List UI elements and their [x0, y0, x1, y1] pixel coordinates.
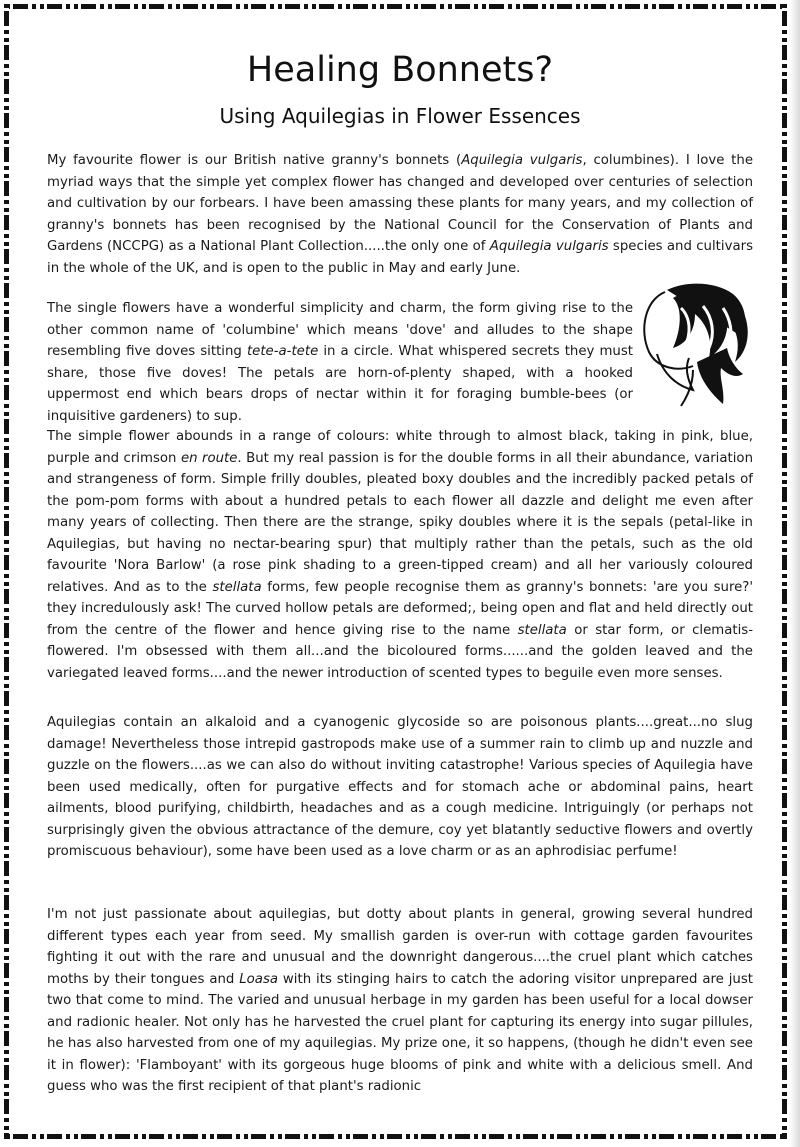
- text-run: My favourite flower is our British native granny's bonnets (: [47, 153, 462, 168]
- text-run: or star form, or clematis-flowered. I'm obsessed with them all...and the bicoloured forms......and the golden leaved and the variegated leaved forms....and the newer introduction of scented types to beguile even more senses.: [47, 622, 753, 681]
- border-bottom: [6, 1134, 782, 1139]
- italic-run: stellata: [517, 622, 567, 638]
- paragraph-single-flowers: [47, 298, 633, 427]
- italic-run: Loasa: [239, 971, 279, 987]
- text-run: with its stinging hairs to catch the adoring visitor unprepared are just two that come to mind. The varied and unusual herbage in my garden has been useful for a local dowser and radionic healer. Not only has he harvested the cruel plant for capturing its energy into sugar pillules, he has also harvested from one of my aquilegias. My prize one, it so happens, (though he didn't even see it in flower): 'Flamboyant' with its gorgeous huge blooms of pink and white with a delicious smell. And guess who was the first recipient of that plant's radionic: [47, 971, 753, 1094]
- text-run: , columbines). I love the myriad ways that the simple yet complex flower has changed and developed over centuries of selection and cultivation by our forbears. I have been amassing these plants for many years, and my collection of granny's bonnets has been recognised by the National Council for the Conservation of Plants and Gardens (NCCPG) as a National Plant Collection.....the only one of: [47, 153, 753, 254]
- border-top: [6, 4, 782, 9]
- page-title: Healing Bonnets?: [246, 50, 554, 90]
- border-left: [4, 4, 9, 1139]
- page-edge-shadow: [790, 0, 800, 1147]
- text-run: I'm not just passionate about aquilegias, but dotty about plants in general, growing several hundred different types each year from seed. My smallish garden is over-run with cottage garden favourites fighting it out with the rare and unusual and the downright dangerous....the cruel plant which catches moths by their tongues and: [47, 907, 753, 987]
- paragraph-poisonous: Aquilegias contain an alkaloid and a cyanogenic glycoside so are poisonous plants....great...no slug damage! Nevertheless those intrepid gastropods make use of a summer rain to climb up and nuzzle and guzzle on the flowers....as we can also do without inviting catastrophe! Various species of Aquilegia have been used medically, often for purgative effects and for stomach ache or abdominal pains, heart ailments, blood purifying, childbirth, headaches and as a cough medicine. Intriguingly (or perhaps not surprisingly given the obvious attractance of the demure, coy yet blatantly seductive flowers and overtly promiscuous behaviour), some have been used as a love charm or as an aphrodisiac perfume!: [47, 715, 753, 859]
- italic-run: tete-a-tete: [246, 344, 319, 359]
- italic-run: stellata: [212, 579, 262, 595]
- text-run: . But my real passion is for the double forms in all their abundance, variation and strangeness of form. Simple frilly doubles, pleated boxy doubles and the incredibly packed petals of the pom-pom forms with about a hundred petals to each flower all dazzle and delight me even after many years of collecting. Then there are the strange, spiky doubles where it is the sepals (petal-like in Aquilegias, but having no nectar-bearing spur) that multiply rather than the petals, such as the old favourite 'Nora Barlow' (a rose pink shading to a green-tipped cream) and all her variously coloured relatives. And as to the: [47, 450, 753, 595]
- bonnet-illustration-icon: [637, 278, 755, 410]
- italic-run: en route: [180, 450, 238, 466]
- text-run: species and cultivars in the whole of the UK, and is open to the public in May and early June.: [47, 239, 754, 276]
- paragraph-intro: [47, 150, 753, 279]
- text-run: forms, few people recognise them as granny's bonnets: 'are you sure?' they incredulously ask! The curved hollow petals are deformed;, being open and flat and held directly out from the centre of the flower and hence giving rise to the name: [47, 579, 754, 638]
- italic-run: Aquilegia vulgaris: [489, 239, 609, 254]
- text-run: The simple flower abounds in a range of colours: white through to almost black, taking in pink, blue, purple and crimson: [47, 429, 753, 466]
- italic-run: Aquilegia vulgaris: [461, 153, 583, 168]
- text-run: The single flowers have a wonderful simplicity and charm, the form giving rise to the other common name of 'columbine' which means 'dove' and alludes to the shape resembling five doves sitting: [47, 301, 633, 359]
- text-run: in a circle. What whispered secrets they must share, those five doves! The petals are horn-of-plenty shaped, with a hooked uppermost end which bears drops of nectar within it for foraging bumble-bees (or inquisitive gardeners) to sup.: [47, 344, 633, 424]
- page-subtitle: Using Aquilegias in Flower Essences: [219, 104, 581, 128]
- paragraph-garden: [47, 904, 753, 1098]
- paragraph-colours-doubles: [47, 426, 753, 684]
- border-right: [782, 4, 787, 1139]
